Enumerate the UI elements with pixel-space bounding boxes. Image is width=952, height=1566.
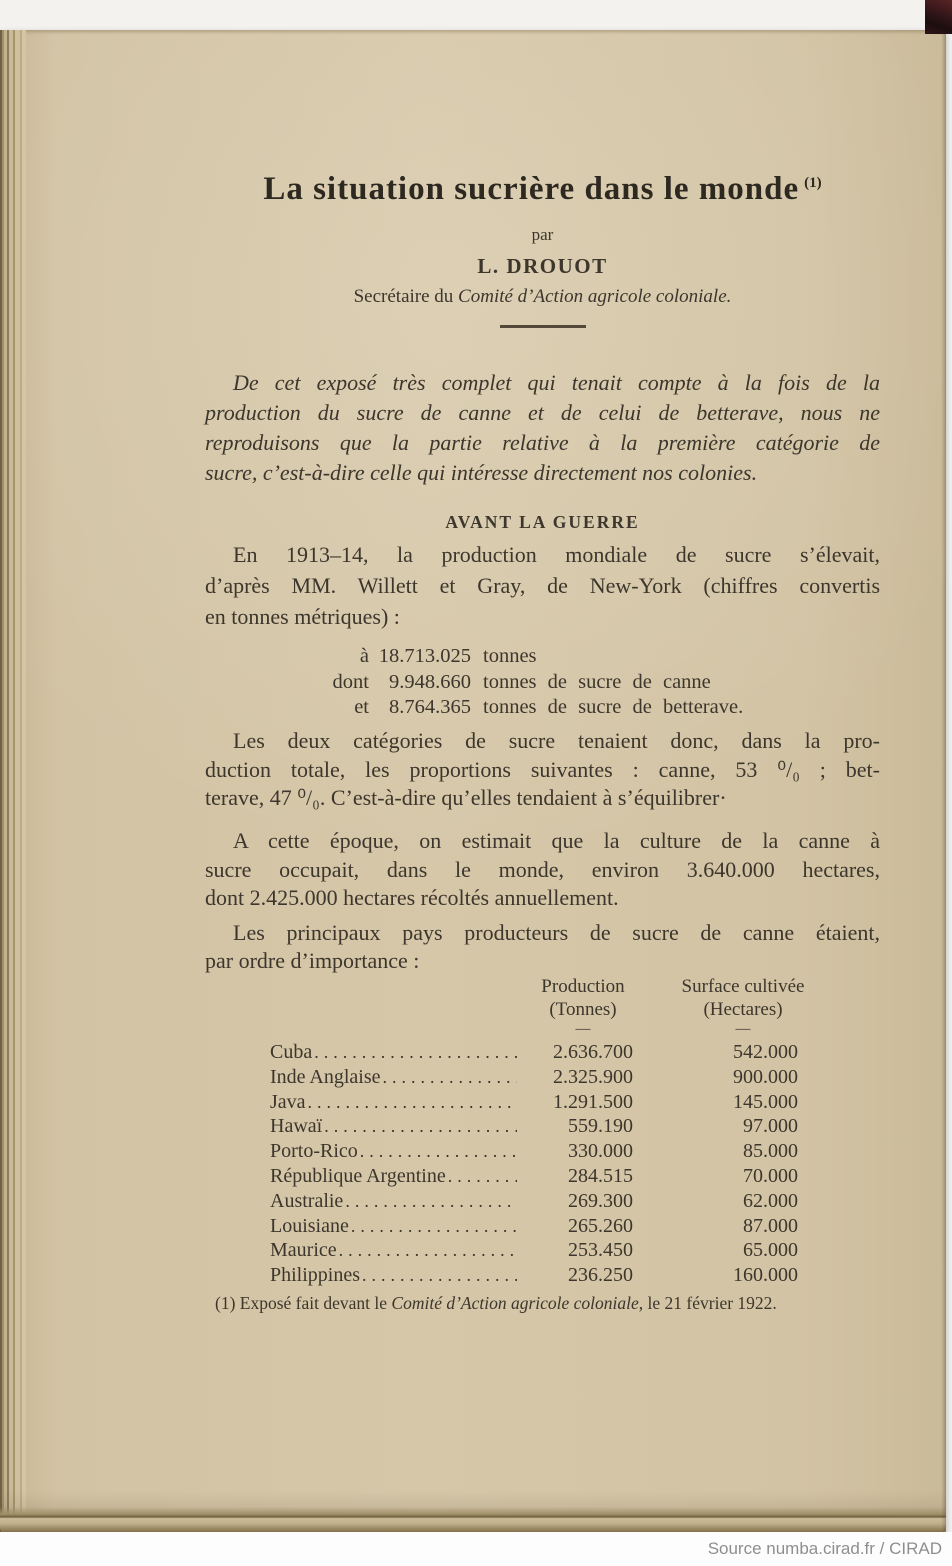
country-name: Maurice xyxy=(270,1239,337,1262)
figure-value: 8.764.365 xyxy=(389,696,471,718)
paragraph-line: sucre occupait, dans le monde, environ 3.640.000 hectares, xyxy=(205,856,880,882)
table-body xyxy=(205,1040,880,1288)
paragraph-principal-producers xyxy=(205,919,880,975)
paragraph-line: terave, 47 ⁰/₀. C’est-à-dire qu’elles tendaient à s’équilibrer· xyxy=(205,785,727,810)
table-row xyxy=(205,1114,880,1139)
table-cell-production: 2.636.700 xyxy=(553,1041,633,1063)
title-footnote-marker: (1) xyxy=(804,175,822,191)
dot-leader xyxy=(448,1164,517,1189)
column-production-dash: — xyxy=(575,1021,591,1037)
paragraph-line: A cette époque, on estimait que la culture de la canne à xyxy=(233,828,880,853)
table-row xyxy=(205,1065,880,1090)
footnote-org: Comité d’Action agricole coloniale xyxy=(391,1293,639,1313)
table-cell-surface: 85.000 xyxy=(743,1140,798,1163)
paragraph-production-1913 xyxy=(205,539,880,632)
footnote-suffix: , le 21 février 1922. xyxy=(638,1293,777,1313)
table-cell-surface: 62.000 xyxy=(743,1189,798,1212)
table-cell-country xyxy=(270,1065,523,1090)
table-header xyxy=(205,975,880,1036)
section-heading: AVANT LA GUERRE xyxy=(445,512,640,532)
table-cell-production: 265.260 xyxy=(568,1214,633,1237)
divider-rule xyxy=(500,325,586,328)
author-role xyxy=(205,286,880,308)
dot-leader xyxy=(383,1065,517,1090)
table-cell-production: 236.250 xyxy=(568,1264,633,1287)
author-role-org: Comité d’Action agricole coloniale. xyxy=(458,286,732,307)
paragraph-line: reproduisons que la partie relative à la première catégorie de xyxy=(205,430,880,455)
table-cell-production: 2.325.900 xyxy=(553,1065,633,1088)
figure-value: 9.948.660 xyxy=(389,670,471,693)
dot-leader xyxy=(351,1214,517,1239)
paragraph-line: En 1913–14, la production mondiale de sucre s’élevait, xyxy=(233,542,880,567)
country-name: Java xyxy=(270,1090,306,1113)
table-cell-production: 1.291.500 xyxy=(553,1090,633,1113)
table-cell-surface: 97.000 xyxy=(743,1115,798,1138)
table-cell-production: 253.450 xyxy=(568,1239,633,1262)
dot-leader xyxy=(324,1114,517,1139)
source-caption-bar xyxy=(0,1532,952,1566)
country-name: Inde Anglaise xyxy=(270,1065,381,1088)
country-name: Australie xyxy=(270,1189,344,1212)
dot-leader xyxy=(308,1090,517,1115)
table-cell-country xyxy=(270,1189,523,1214)
table-cell-production: 330.000 xyxy=(568,1140,633,1163)
table-cell-production: 284.515 xyxy=(568,1164,633,1187)
table-cell-country xyxy=(270,1090,523,1115)
table-row xyxy=(205,1040,880,1065)
column-surface-unit: (Hectares) xyxy=(703,999,783,1020)
table-row xyxy=(205,1189,880,1214)
country-name: Cuba xyxy=(270,1041,313,1063)
dot-leader xyxy=(360,1139,517,1164)
country-name: Louisiane xyxy=(270,1214,349,1237)
table-cell-country xyxy=(270,1164,523,1189)
table-cell-country xyxy=(270,1214,523,1239)
figure-label: dont xyxy=(332,670,369,693)
table-cell-surface: 65.000 xyxy=(743,1239,798,1262)
production-table xyxy=(205,975,880,1288)
paragraph-line: d’après MM. Willett et Gray, de New-York (chiffres convertis xyxy=(205,573,880,598)
paragraph-hectares xyxy=(205,827,880,913)
author-role-prefix: Secrétaire du xyxy=(353,286,459,307)
table-row xyxy=(205,1238,880,1263)
table-cell-surface: 542.000 xyxy=(733,1041,798,1063)
paragraph-line: sucre, c’est-à-dire celle qui intéresse directement nos colonies. xyxy=(205,460,758,485)
book-page xyxy=(0,30,946,1532)
table-cell-surface: 70.000 xyxy=(743,1164,798,1187)
table-cell-country xyxy=(270,1139,523,1164)
table-cell-country xyxy=(270,1238,523,1263)
page-title xyxy=(205,163,880,209)
paragraph-line: Les deux catégories de sucre tenaient donc, dans la pro- xyxy=(233,728,880,753)
figure-unit: tonnes de sucre de canne xyxy=(483,670,711,693)
dot-leader xyxy=(314,1040,517,1065)
country-name: République Argentine xyxy=(270,1164,446,1187)
table-cell-surface: 145.000 xyxy=(733,1090,798,1113)
country-name: Hawaï xyxy=(270,1115,323,1138)
figure-unit: tonnes de sucre de betterave. xyxy=(483,696,744,718)
column-production-title: Production xyxy=(541,976,625,997)
tonnage-figure-row xyxy=(323,644,880,670)
column-surface-dash: — xyxy=(735,1021,751,1037)
column-surface-title: Surface cultivée xyxy=(681,976,805,997)
table-row xyxy=(205,1139,880,1164)
figure-unit: tonnes xyxy=(483,645,537,667)
table-row xyxy=(205,1164,880,1189)
footnote-prefix: (1) Exposé fait devant le xyxy=(215,1293,392,1313)
table-cell-production: 269.300 xyxy=(568,1189,633,1212)
paragraph-line: duction totale, les proportions suivantes : canne, 53 ⁰/₀ ; bet- xyxy=(205,756,880,782)
author-name: L. DROUOT xyxy=(477,254,608,278)
page-stack-edge-left xyxy=(0,30,26,1532)
table-cell-country xyxy=(270,1263,523,1288)
paragraph-proportions xyxy=(205,727,880,813)
page-stack-edge-bottom xyxy=(0,1490,946,1532)
country-name: Porto-Rico xyxy=(270,1140,358,1163)
table-cell-country xyxy=(270,1040,523,1065)
figure-value: 18.713.025 xyxy=(378,645,471,667)
column-production-header xyxy=(523,975,643,1036)
paragraph-line: De cet exposé très complet qui tenait compte à la fois de la xyxy=(233,370,880,395)
figure-label: et xyxy=(354,696,369,718)
column-production-unit: (Tonnes) xyxy=(549,999,617,1020)
dot-leader xyxy=(345,1189,517,1214)
table-cell-production: 559.190 xyxy=(568,1115,633,1138)
table-row xyxy=(205,1090,880,1115)
table-cell-surface: 160.000 xyxy=(733,1264,798,1287)
table-row xyxy=(205,1214,880,1239)
tonnage-figures xyxy=(205,644,880,721)
country-name: Philippines xyxy=(270,1264,361,1287)
source-caption: Source numba.cirad.fr / CIRAD xyxy=(707,1539,942,1558)
table-cell-surface: 900.000 xyxy=(733,1065,798,1088)
dot-leader xyxy=(339,1238,517,1263)
paragraph-line: production du sucre de canne et de celui de betterave, nous ne xyxy=(205,400,880,425)
paragraph-line: par ordre d’importance : xyxy=(205,948,420,973)
tonnage-figure-row xyxy=(323,670,880,696)
book-cover-corner xyxy=(925,0,952,34)
dot-leader xyxy=(362,1263,517,1288)
table-header-spacer xyxy=(205,975,523,1036)
column-surface-header xyxy=(668,975,818,1036)
paragraph-line: Les principaux pays producteurs de sucre de canne étaient, xyxy=(233,920,880,945)
byline-par: par xyxy=(531,225,554,244)
paragraph-line: en tonnes métriques) : xyxy=(205,604,400,629)
paragraph-line: dont 2.425.000 hectares récoltés annuellement. xyxy=(205,885,619,910)
figure-label: à xyxy=(359,645,369,667)
footnote xyxy=(205,1292,890,1314)
tonnage-figure-row xyxy=(323,695,880,721)
page-title-text: La situation sucrière dans le monde xyxy=(263,171,800,207)
table-cell-surface: 87.000 xyxy=(743,1214,798,1237)
table-row xyxy=(205,1263,880,1288)
table-cell-country xyxy=(270,1114,523,1139)
lead-paragraph xyxy=(205,368,880,488)
